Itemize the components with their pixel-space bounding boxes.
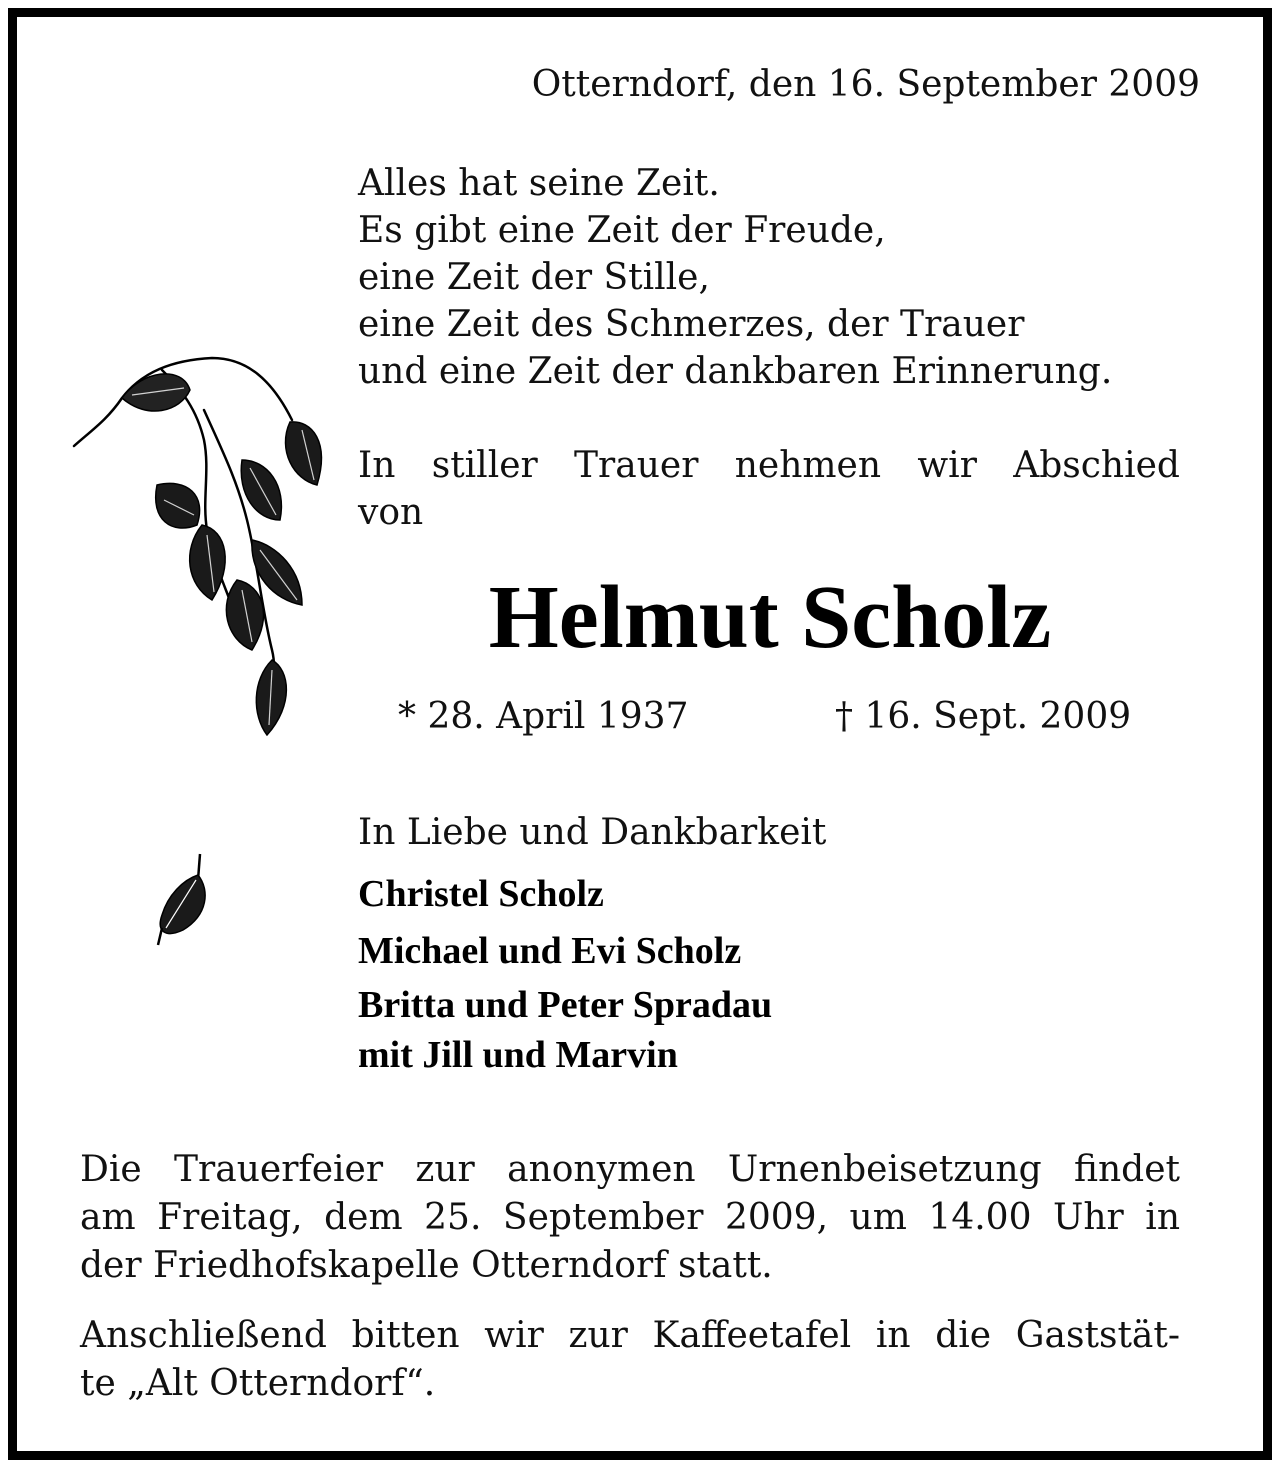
place-date: Otterndorf, den 16. September 2009	[531, 64, 1200, 105]
funeral-line: Die Trauerfeier zur anonymen Urnenbeisetzung findet	[80, 1149, 1180, 1190]
poem-line: Es gibt eine Zeit der Freude,	[358, 210, 886, 251]
intro-word: nehmen	[734, 445, 882, 486]
deceased-name: Helmut Scholz	[488, 568, 1052, 667]
mourners-intro: In Liebe und Dankbarkeit	[358, 812, 827, 853]
funeral-line: am Freitag, dem 25. September 2009, um 14.00 Uhr in	[80, 1197, 1180, 1238]
death-date: † 16. Sept. 2009	[835, 696, 1132, 737]
mourners-list	[358, 866, 772, 1080]
intro-word: Trauer	[574, 445, 699, 486]
birch-branch-illustration	[62, 350, 342, 750]
reception-line: Anschließend bitten wir zur Kaffeetafel in die Gaststät-	[80, 1315, 1180, 1356]
intro-word: In	[358, 445, 396, 486]
poem-line: Alles hat seine Zeit.	[358, 163, 720, 204]
mourner-name: Michael und Evi Scholz	[358, 930, 742, 972]
mourner-name: Christel Scholz	[358, 873, 604, 915]
reception-line: te „Alt Otterndorf“.	[80, 1363, 436, 1404]
birth-date: * 28. April 1937	[398, 696, 689, 737]
intro-line-2: von	[358, 492, 424, 533]
funeral-notice	[80, 1146, 1180, 1290]
intro-word: stiller	[431, 445, 538, 486]
poem-line: eine Zeit des Schmerzes, der Trauer	[358, 304, 1025, 345]
intro-word: wir	[917, 445, 977, 486]
reception-notice	[80, 1312, 1180, 1408]
poem-line: eine Zeit der Stille,	[358, 257, 710, 298]
intro-word: Abschied	[1013, 445, 1180, 486]
mourner-name: mit Jill und Marvin	[358, 1034, 678, 1076]
mourner-name: Britta und Peter Spradau	[358, 984, 773, 1026]
funeral-line: der Friedhofskapelle Otterndorf statt.	[80, 1245, 773, 1286]
poem-line: und eine Zeit der dankbaren Erinnerung.	[358, 351, 1113, 392]
farewell-intro	[358, 442, 1180, 536]
poem	[358, 160, 1112, 395]
falling-leaf-illustration	[148, 850, 218, 950]
